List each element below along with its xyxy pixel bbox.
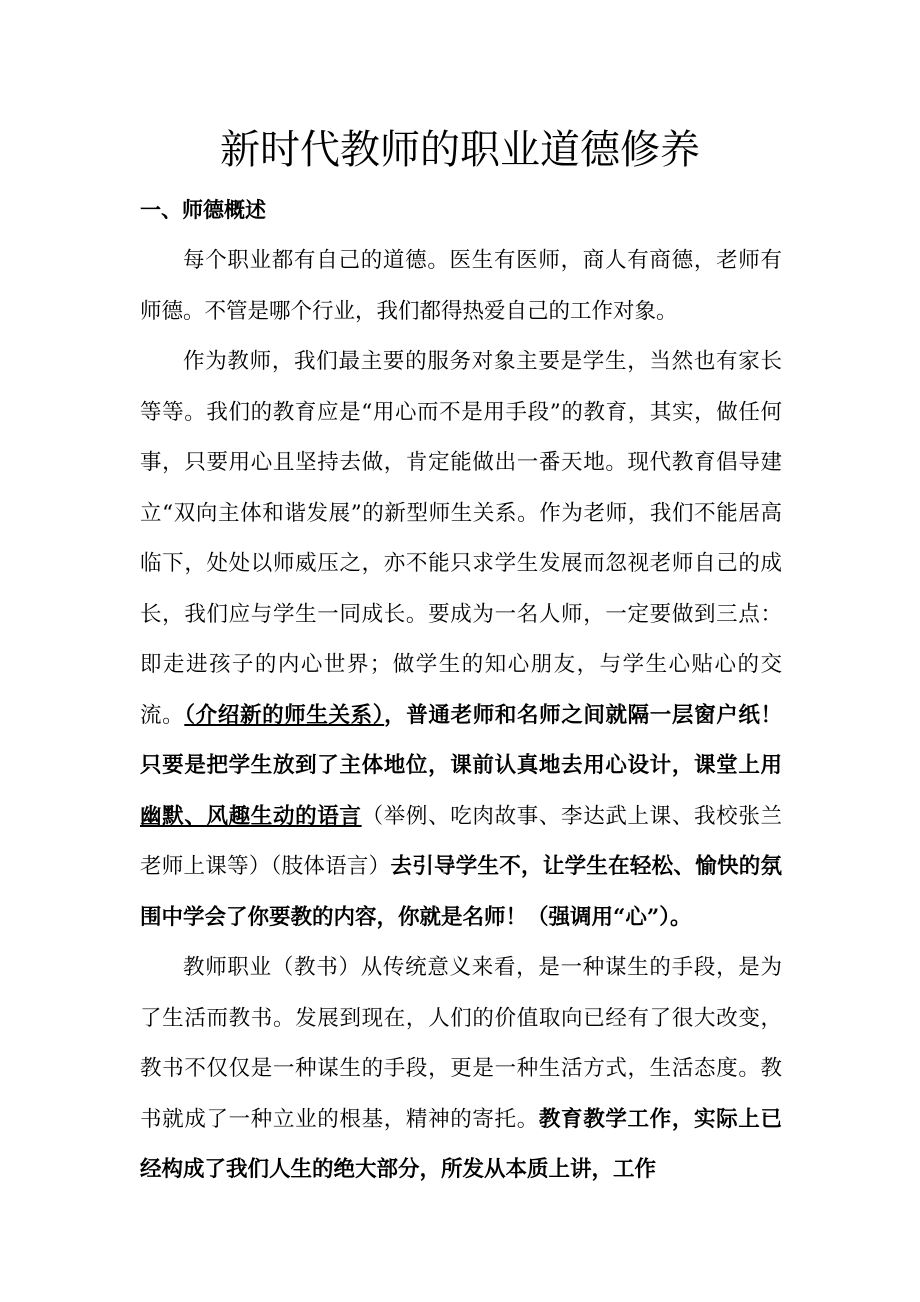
underlined-bold-phrase: （介绍新的师生关系） [184, 702, 385, 728]
paragraph-3-text: 教师职业（教书）从传统意义来看，是一种谋生的手段，是为了生活而教书。发展到现在，人们的价值取向已经有了很大改变，教书不仅仅是一种谋生的手段，更是一种生活方式，生活态度。教书就成了一种立业的根基，精神的寄托。 [140, 955, 782, 1132]
document-body [140, 236, 782, 1196]
paragraph-3 [140, 943, 782, 1196]
bold-text-a: ，普通老师和名师之间就隔一层窗户纸！只要是把学生放到了主体地位，课前认真地去用心设计，课堂上用 [140, 702, 782, 778]
bold-text-b: 去引导学生不，让学生在轻松、愉快的氛围中学会了你要教的内容，你就是名师！（强调用“心”）。 [140, 854, 782, 930]
paragraph-3-bold: 教育教学工作，实际上已经构成了我们人生的绝大部分，所发从本质上讲，工作 [140, 1106, 782, 1182]
paragraph-2-text: 作为教师，我们最主要的服务对象主要是学生，当然也有家长等等。我们的教育应是“用心而不是用手段”的教育，其实，做任何事，只要用心且坚持去做，肯定能做出一番天地。现代教育倡导建立“双向主体和谐发展”的新型师生关系。作为老师，我们不能居高临下，处处以师威压之，亦不能只求学生发展而忽视老师自己的成长，我们应与学生一同成长。要成为一名人师，一定要做到三点：即走进孩子的内心世界；做学生的知心朋友，与学生心贴心的交流。 [140, 349, 782, 728]
paragraph-2 [140, 337, 782, 943]
section-heading: 一、师德概述 [140, 197, 266, 222]
paragraph-2-examples: （举例、吃肉故事、李达武上课、我校张兰老师上课等）（肢体语言） [140, 803, 782, 879]
document-title: 新时代教师的职业道德修养 [220, 127, 700, 173]
paragraph-1: 每个职业都有自己的道德。医生有医师，商人有商德，老师有师德。不管是哪个行业，我们都得热爱自己的工作对象。 [140, 248, 782, 324]
underlined-bold-phrase-2: 幽默、风趣生动的语言 [140, 803, 362, 829]
